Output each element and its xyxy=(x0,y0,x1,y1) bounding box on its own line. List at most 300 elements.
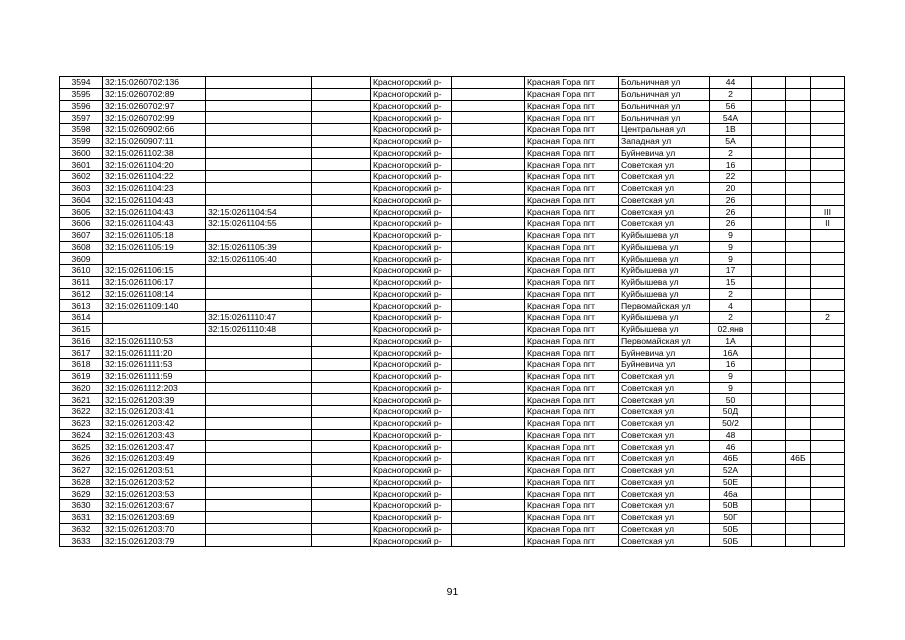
cell-district: Красногорский р- xyxy=(371,159,452,171)
cell-row-number: 3630 xyxy=(60,500,103,512)
table-row xyxy=(60,112,845,124)
cell-linked-cadastral-number xyxy=(206,535,312,547)
cell-alt-house-number xyxy=(786,488,811,500)
cell-blank-column-3 xyxy=(752,312,786,324)
cell-settlement: Красная Гора пгт xyxy=(525,476,619,488)
table-row xyxy=(60,500,845,512)
address-register-table xyxy=(59,76,845,547)
cell-cadastral-number: 32:15:0261106:17 xyxy=(103,276,206,288)
cell-alt-house-number xyxy=(786,406,811,418)
cell-linked-cadastral-number xyxy=(206,135,312,147)
cell-cadastral-number: 32:15:0261203:42 xyxy=(103,417,206,429)
cell-linked-cadastral-number xyxy=(206,147,312,159)
cell-linked-cadastral-number xyxy=(206,406,312,418)
cell-street: Советская ул xyxy=(619,206,710,218)
cell-row-number: 3632 xyxy=(60,523,103,535)
cell-blank-column xyxy=(312,100,371,112)
cell-blank-column-3 xyxy=(752,359,786,371)
cell-blank-column xyxy=(312,265,371,277)
cell-cadastral-number: 32:15:0261108:14 xyxy=(103,288,206,300)
cell-settlement: Красная Гора пгт xyxy=(525,359,619,371)
cell-blank-column-3 xyxy=(752,429,786,441)
cell-blank-column xyxy=(312,171,371,183)
cell-settlement: Красная Гора пгт xyxy=(525,135,619,147)
table-row xyxy=(60,335,845,347)
cell-blank-column-3 xyxy=(752,159,786,171)
cell-linked-cadastral-number xyxy=(206,476,312,488)
table-row xyxy=(60,206,845,218)
cell-row-number: 3596 xyxy=(60,100,103,112)
cell-cadastral-number: 32:15:0261203:43 xyxy=(103,429,206,441)
cell-alt-house-number xyxy=(786,464,811,476)
cell-linked-cadastral-number xyxy=(206,194,312,206)
cell-alt-house-number xyxy=(786,394,811,406)
cell-cadastral-number: 32:15:0261203:53 xyxy=(103,488,206,500)
cell-building-part xyxy=(811,347,845,359)
cell-district: Красногорский р- xyxy=(371,229,452,241)
cell-row-number: 3603 xyxy=(60,182,103,194)
cell-building-part xyxy=(811,135,845,147)
cell-building-part xyxy=(811,335,845,347)
cell-settlement: Красная Гора пгт xyxy=(525,382,619,394)
cell-building-part xyxy=(811,441,845,453)
cell-row-number: 3627 xyxy=(60,464,103,476)
cell-blank-column-2 xyxy=(452,159,525,171)
cell-cadastral-number: 32:15:0261203:52 xyxy=(103,476,206,488)
cell-blank-column-2 xyxy=(452,500,525,512)
table-row xyxy=(60,441,845,453)
cell-street: Советская ул xyxy=(619,194,710,206)
cell-cadastral-number: 32:15:0260702:99 xyxy=(103,112,206,124)
cell-cadastral-number: 32:15:0260902:66 xyxy=(103,124,206,136)
cell-district: Красногорский р- xyxy=(371,523,452,535)
cell-street: Советская ул xyxy=(619,417,710,429)
table-row xyxy=(60,159,845,171)
cell-blank-column xyxy=(312,429,371,441)
cell-building-part xyxy=(811,100,845,112)
cell-district: Красногорский р- xyxy=(371,535,452,547)
cell-row-number: 3621 xyxy=(60,394,103,406)
cell-cadastral-number: 32:15:0261104:43 xyxy=(103,218,206,230)
cell-house-number: 50Б xyxy=(710,523,752,535)
cell-row-number: 3608 xyxy=(60,241,103,253)
cell-blank-column-3 xyxy=(752,535,786,547)
cell-building-part xyxy=(811,394,845,406)
cell-cadastral-number: 32:15:0261102:38 xyxy=(103,147,206,159)
cell-blank-column xyxy=(312,335,371,347)
cell-blank-column-2 xyxy=(452,429,525,441)
cell-row-number: 3623 xyxy=(60,417,103,429)
cell-linked-cadastral-number xyxy=(206,488,312,500)
cell-row-number: 3633 xyxy=(60,535,103,547)
cell-settlement: Красная Гора пгт xyxy=(525,300,619,312)
cell-blank-column-3 xyxy=(752,441,786,453)
cell-blank-column-2 xyxy=(452,370,525,382)
table-row xyxy=(60,194,845,206)
cell-district: Красногорский р- xyxy=(371,182,452,194)
cell-blank-column xyxy=(312,359,371,371)
table-row xyxy=(60,535,845,547)
cell-row-number: 3597 xyxy=(60,112,103,124)
cell-linked-cadastral-number xyxy=(206,511,312,523)
table-row xyxy=(60,453,845,465)
table-row xyxy=(60,523,845,535)
cell-linked-cadastral-number xyxy=(206,453,312,465)
cell-street: Советская ул xyxy=(619,406,710,418)
cell-district: Красногорский р- xyxy=(371,253,452,265)
cell-street: Первомайская ул xyxy=(619,300,710,312)
cell-building-part xyxy=(811,382,845,394)
cell-house-number: 2 xyxy=(710,288,752,300)
cell-alt-house-number xyxy=(786,288,811,300)
cell-blank-column-3 xyxy=(752,206,786,218)
cell-blank-column-3 xyxy=(752,88,786,100)
cell-cadastral-number: 32:15:0260907:11 xyxy=(103,135,206,147)
cell-row-number: 3598 xyxy=(60,124,103,136)
cell-cadastral-number: 32:15:0261105:18 xyxy=(103,229,206,241)
table-body xyxy=(60,77,845,547)
cell-settlement: Красная Гора пгт xyxy=(525,276,619,288)
table-row xyxy=(60,323,845,335)
cell-linked-cadastral-number: 32:15:0261104:55 xyxy=(206,218,312,230)
cell-linked-cadastral-number xyxy=(206,335,312,347)
cell-district: Красногорский р- xyxy=(371,511,452,523)
cell-blank-column-2 xyxy=(452,206,525,218)
cell-linked-cadastral-number xyxy=(206,523,312,535)
cell-district: Красногорский р- xyxy=(371,135,452,147)
cell-district: Красногорский р- xyxy=(371,453,452,465)
cell-house-number: 50Д xyxy=(710,406,752,418)
cell-settlement: Красная Гора пгт xyxy=(525,112,619,124)
cell-house-number: 2 xyxy=(710,147,752,159)
cell-building-part xyxy=(811,88,845,100)
cell-building-part: 2 xyxy=(811,312,845,324)
cell-house-number: 50/2 xyxy=(710,417,752,429)
cell-linked-cadastral-number xyxy=(206,429,312,441)
cell-linked-cadastral-number xyxy=(206,441,312,453)
cell-building-part xyxy=(811,276,845,288)
cell-blank-column-3 xyxy=(752,406,786,418)
cell-blank-column-2 xyxy=(452,229,525,241)
cell-blank-column-2 xyxy=(452,135,525,147)
cell-alt-house-number xyxy=(786,312,811,324)
cell-cadastral-number xyxy=(103,312,206,324)
cell-cadastral-number: 32:15:0261109:140 xyxy=(103,300,206,312)
cell-blank-column-2 xyxy=(452,441,525,453)
cell-settlement: Красная Гора пгт xyxy=(525,288,619,300)
table-row xyxy=(60,464,845,476)
cell-cadastral-number: 32:15:0261111:59 xyxy=(103,370,206,382)
cell-cadastral-number: 32:15:0261104:20 xyxy=(103,159,206,171)
cell-blank-column-3 xyxy=(752,124,786,136)
cell-blank-column-3 xyxy=(752,100,786,112)
cell-blank-column xyxy=(312,112,371,124)
cell-linked-cadastral-number: 32:15:0261110:48 xyxy=(206,323,312,335)
cell-linked-cadastral-number: 32:15:0261105:40 xyxy=(206,253,312,265)
cell-house-number: 26 xyxy=(710,218,752,230)
cell-house-number: 46а xyxy=(710,488,752,500)
cell-district: Красногорский р- xyxy=(371,406,452,418)
table-row xyxy=(60,300,845,312)
cell-linked-cadastral-number: 32:15:0261104:54 xyxy=(206,206,312,218)
cell-blank-column-2 xyxy=(452,182,525,194)
cell-blank-column-2 xyxy=(452,394,525,406)
cell-alt-house-number xyxy=(786,194,811,206)
cell-settlement: Красная Гора пгт xyxy=(525,159,619,171)
cell-row-number: 3600 xyxy=(60,147,103,159)
cell-house-number: 22 xyxy=(710,171,752,183)
cell-settlement: Красная Гора пгт xyxy=(525,453,619,465)
cell-blank-column-3 xyxy=(752,194,786,206)
cell-building-part xyxy=(811,288,845,300)
table-row xyxy=(60,382,845,394)
cell-alt-house-number xyxy=(786,206,811,218)
cell-settlement: Красная Гора пгт xyxy=(525,417,619,429)
cell-district: Красногорский р- xyxy=(371,359,452,371)
cell-building-part xyxy=(811,171,845,183)
cell-house-number: 15 xyxy=(710,276,752,288)
cell-district: Красногорский р- xyxy=(371,488,452,500)
table-row xyxy=(60,288,845,300)
cell-blank-column xyxy=(312,500,371,512)
cell-house-number: 4 xyxy=(710,300,752,312)
cell-district: Красногорский р- xyxy=(371,476,452,488)
cell-blank-column xyxy=(312,124,371,136)
cell-row-number: 3615 xyxy=(60,323,103,335)
cell-house-number: 50Г xyxy=(710,511,752,523)
cell-blank-column-3 xyxy=(752,394,786,406)
cell-blank-column xyxy=(312,218,371,230)
cell-street: Куйбышева ул xyxy=(619,253,710,265)
cell-blank-column-2 xyxy=(452,323,525,335)
cell-blank-column-3 xyxy=(752,323,786,335)
cell-district: Красногорский р- xyxy=(371,335,452,347)
cell-blank-column-2 xyxy=(452,112,525,124)
cell-alt-house-number xyxy=(786,112,811,124)
table-row xyxy=(60,347,845,359)
cell-blank-column-3 xyxy=(752,300,786,312)
cell-building-part xyxy=(811,476,845,488)
cell-house-number: 20 xyxy=(710,182,752,194)
cell-building-part: II xyxy=(811,218,845,230)
cell-alt-house-number xyxy=(786,135,811,147)
cell-settlement: Красная Гора пгт xyxy=(525,523,619,535)
table-row xyxy=(60,265,845,277)
cell-blank-column-2 xyxy=(452,476,525,488)
cell-cadastral-number: 32:15:0260702:89 xyxy=(103,88,206,100)
cell-blank-column-2 xyxy=(452,265,525,277)
cell-alt-house-number xyxy=(786,335,811,347)
cell-row-number: 3631 xyxy=(60,511,103,523)
table-row xyxy=(60,406,845,418)
cell-house-number: 52А xyxy=(710,464,752,476)
cell-building-part xyxy=(811,464,845,476)
cell-building-part xyxy=(811,147,845,159)
cell-district: Красногорский р- xyxy=(371,112,452,124)
cell-row-number: 3601 xyxy=(60,159,103,171)
cell-house-number: 9 xyxy=(710,241,752,253)
cell-alt-house-number xyxy=(786,535,811,547)
cell-blank-column-3 xyxy=(752,500,786,512)
cell-blank-column-2 xyxy=(452,417,525,429)
cell-cadastral-number: 32:15:0261104:43 xyxy=(103,194,206,206)
cell-street: Советская ул xyxy=(619,429,710,441)
cell-street: Советская ул xyxy=(619,441,710,453)
cell-blank-column xyxy=(312,194,371,206)
cell-building-part xyxy=(811,229,845,241)
cell-blank-column xyxy=(312,476,371,488)
cell-blank-column-2 xyxy=(452,335,525,347)
cell-settlement: Красная Гора пгт xyxy=(525,370,619,382)
cell-alt-house-number xyxy=(786,88,811,100)
cell-street: Советская ул xyxy=(619,394,710,406)
cell-settlement: Красная Гора пгт xyxy=(525,218,619,230)
cell-row-number: 3612 xyxy=(60,288,103,300)
cell-blank-column xyxy=(312,488,371,500)
cell-blank-column xyxy=(312,347,371,359)
cell-blank-column-2 xyxy=(452,253,525,265)
cell-settlement: Красная Гора пгт xyxy=(525,500,619,512)
cell-house-number: 50 xyxy=(710,394,752,406)
cell-blank-column xyxy=(312,323,371,335)
cell-house-number: 16А xyxy=(710,347,752,359)
cell-district: Красногорский р- xyxy=(371,417,452,429)
cell-alt-house-number xyxy=(786,100,811,112)
cell-blank-column-3 xyxy=(752,147,786,159)
cell-row-number: 3629 xyxy=(60,488,103,500)
cell-district: Красногорский р- xyxy=(371,88,452,100)
cell-settlement: Красная Гора пгт xyxy=(525,265,619,277)
cell-building-part xyxy=(811,429,845,441)
cell-street: Буйневича ул xyxy=(619,359,710,371)
cell-blank-column-3 xyxy=(752,276,786,288)
cell-blank-column-3 xyxy=(752,488,786,500)
table-row xyxy=(60,276,845,288)
cell-linked-cadastral-number xyxy=(206,265,312,277)
cell-house-number: 9 xyxy=(710,253,752,265)
cell-house-number: 50В xyxy=(710,500,752,512)
cell-linked-cadastral-number xyxy=(206,77,312,89)
cell-blank-column-2 xyxy=(452,453,525,465)
cell-linked-cadastral-number xyxy=(206,347,312,359)
cell-alt-house-number: 46Б xyxy=(786,453,811,465)
cell-district: Красногорский р- xyxy=(371,77,452,89)
cell-street: Куйбышева ул xyxy=(619,276,710,288)
cell-blank-column-2 xyxy=(452,347,525,359)
table-row xyxy=(60,124,845,136)
cell-settlement: Красная Гора пгт xyxy=(525,406,619,418)
cell-building-part xyxy=(811,511,845,523)
cell-blank-column-3 xyxy=(752,523,786,535)
cell-district: Красногорский р- xyxy=(371,394,452,406)
cell-building-part xyxy=(811,182,845,194)
cell-house-number: 26 xyxy=(710,194,752,206)
cell-street: Советская ул xyxy=(619,464,710,476)
cell-blank-column-3 xyxy=(752,182,786,194)
cell-settlement: Красная Гора пгт xyxy=(525,429,619,441)
cell-blank-column xyxy=(312,241,371,253)
cell-row-number: 3611 xyxy=(60,276,103,288)
cell-blank-column-2 xyxy=(452,241,525,253)
cell-blank-column-2 xyxy=(452,276,525,288)
cell-district: Красногорский р- xyxy=(371,124,452,136)
cell-row-number: 3616 xyxy=(60,335,103,347)
cell-blank-column xyxy=(312,370,371,382)
cell-linked-cadastral-number xyxy=(206,159,312,171)
table-row xyxy=(60,370,845,382)
cell-blank-column-3 xyxy=(752,77,786,89)
cell-street: Советская ул xyxy=(619,453,710,465)
cell-house-number: 16 xyxy=(710,159,752,171)
table-row xyxy=(60,147,845,159)
cell-alt-house-number xyxy=(786,417,811,429)
cell-district: Красногорский р- xyxy=(371,171,452,183)
cell-blank-column xyxy=(312,523,371,535)
cell-building-part xyxy=(811,370,845,382)
cell-settlement: Красная Гора пгт xyxy=(525,253,619,265)
cell-blank-column xyxy=(312,441,371,453)
cell-house-number: 26 xyxy=(710,206,752,218)
cell-blank-column-2 xyxy=(452,464,525,476)
cell-cadastral-number: 32:15:0261110:53 xyxy=(103,335,206,347)
cell-settlement: Красная Гора пгт xyxy=(525,88,619,100)
cell-blank-column xyxy=(312,417,371,429)
cell-cadastral-number: 32:15:0261203:39 xyxy=(103,394,206,406)
table-row xyxy=(60,100,845,112)
table-row xyxy=(60,429,845,441)
cell-district: Красногорский р- xyxy=(371,206,452,218)
cell-cadastral-number: 32:15:0261203:70 xyxy=(103,523,206,535)
cell-alt-house-number xyxy=(786,124,811,136)
cell-linked-cadastral-number xyxy=(206,417,312,429)
cell-blank-column-2 xyxy=(452,359,525,371)
cell-cadastral-number: 32:15:0261104:43 xyxy=(103,206,206,218)
cell-alt-house-number xyxy=(786,171,811,183)
cell-blank-column xyxy=(312,276,371,288)
cell-blank-column-2 xyxy=(452,312,525,324)
cell-alt-house-number xyxy=(786,511,811,523)
cell-linked-cadastral-number xyxy=(206,300,312,312)
cell-blank-column xyxy=(312,147,371,159)
cell-linked-cadastral-number xyxy=(206,229,312,241)
cell-building-part xyxy=(811,241,845,253)
cell-house-number: 46Б xyxy=(710,453,752,465)
cell-district: Красногорский р- xyxy=(371,500,452,512)
cell-settlement: Красная Гора пгт xyxy=(525,194,619,206)
cell-linked-cadastral-number xyxy=(206,382,312,394)
cell-blank-column-2 xyxy=(452,288,525,300)
cell-alt-house-number xyxy=(786,441,811,453)
table-row xyxy=(60,135,845,147)
cell-settlement: Красная Гора пгт xyxy=(525,394,619,406)
cell-blank-column xyxy=(312,206,371,218)
cell-district: Красногорский р- xyxy=(371,100,452,112)
cell-district: Красногорский р- xyxy=(371,265,452,277)
cell-cadastral-number xyxy=(103,253,206,265)
cell-street: Куйбышева ул xyxy=(619,229,710,241)
cell-blank-column xyxy=(312,511,371,523)
cell-building-part xyxy=(811,159,845,171)
cell-street: Советская ул xyxy=(619,171,710,183)
cell-alt-house-number xyxy=(786,241,811,253)
cell-alt-house-number xyxy=(786,429,811,441)
cell-street: Больничная ул xyxy=(619,112,710,124)
cell-blank-column-2 xyxy=(452,523,525,535)
cell-street: Советская ул xyxy=(619,218,710,230)
cell-street: Западная ул xyxy=(619,135,710,147)
cell-street: Советская ул xyxy=(619,159,710,171)
cell-settlement: Красная Гора пгт xyxy=(525,77,619,89)
